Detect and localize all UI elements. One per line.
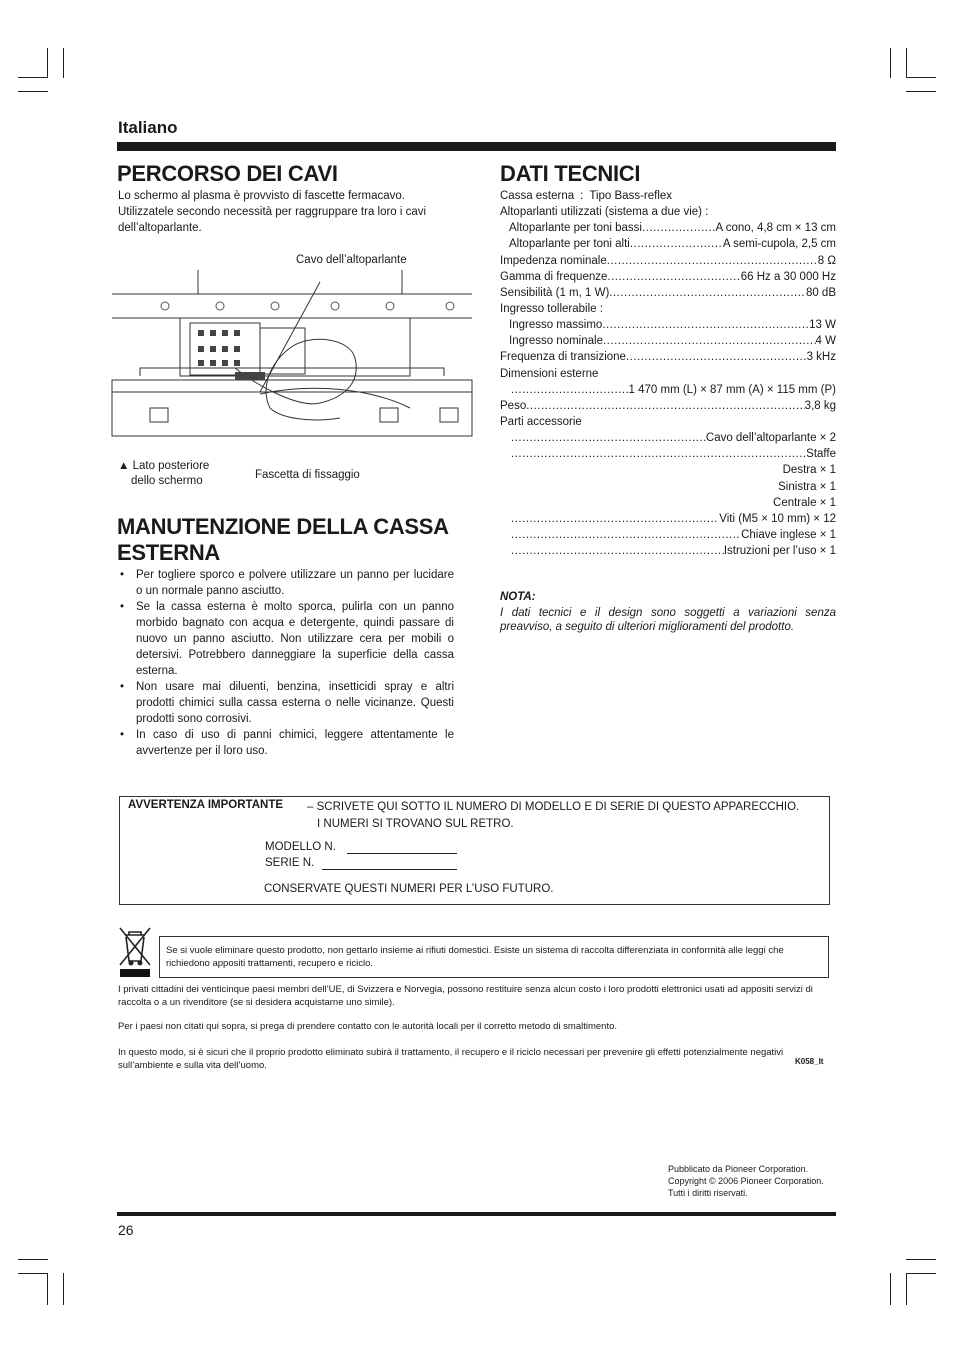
footer-rule (117, 1212, 836, 1216)
note-text: I dati tecnici e il design sono soggetti a variazioni senza preavviso, a seguito di ulteriori miglioramenti del prodotto. (500, 607, 836, 633)
cable-routing-title: PERCORSO DEI CAVI (117, 161, 338, 186)
header-rule (117, 142, 836, 151)
specs-title: DATI TECNICI (500, 161, 641, 186)
page-number: 26 (118, 1222, 134, 1238)
maintenance-list (118, 567, 454, 759)
warning-text: – SCRIVETE QUI SOTTO IL NUMERO DI MODELLO E DI SERIE DI QUESTO APPARECCHIO. I NUMERI SI TROVANO SUL RETRO. (307, 801, 800, 830)
rear-panel-illustration (110, 268, 474, 444)
serial-line (322, 869, 457, 870)
label-clamp: Fascetta di fissaggio (255, 469, 360, 481)
model-line (347, 853, 457, 854)
disposal-box-text: Se si vuole eliminare questo prodotto, non gettarlo insieme ai rifiuti domestici. Esiste un sistema di raccolta differenziata in conformità alle leggi che richiedono appositi trattamenti, recupero e riciclo. (166, 945, 784, 969)
warning-title: AVVERTENZA IMPORTANTE (128, 799, 284, 811)
publisher-info: Pubblicato da Pioneer Corporation. Copyright © 2006 Pioneer Corporation. Tutti i diritti riservati. (668, 1164, 824, 1198)
list-item: • Se la cassa esterna è molto sporca, pulirla con un panno morbido bagnato con acqua e detergente, quindi passare di nuovo un panno asciutto. Non utilizzare cera per mobili o detersivi. Potrebbero danneggiare la superficie della cassa esterna. (118, 599, 454, 679)
maintenance-title: MANUTENZIONE DELLA CASSA ESTERNA (117, 514, 449, 565)
label-rear-side: ▲ Lato posteriore dello schermo (118, 460, 210, 487)
serial-label: SERIE N. (265, 857, 315, 869)
cable-intro: Lo schermo al plasma è provvisto di fascette fermacavo. Utilizzatele secondo necessità per raggruppare tra loro i cavi dell’altoparlante. (118, 190, 427, 234)
disposal-p2: Per i paesi non citati qui sopra, si prega di prendere contatto con le autorità locali per il corretto metodo di smaltimento. (118, 1021, 618, 1032)
specs-list: Cassa esterna : Tipo Bass-reflex Altoparlanti utilizzati (sistema a due vie) : Altoparlante per toni bassi ..... A cono, 4,8 cm × 13 cm Altoparlante per toni alti ..... A semi-cupola, 2,5 cm Impedenza nominale ..... 8 Ω Gamma di frequenze ..... 66 Hz a 30 000 Hz Sensibilità (1 m, 1 W) ..... 80 dB Ingresso tollerabile : Ingresso massimo ..... 13 W Ingresso nominale ..... 4 W Frequenza di transizione ..... 3 kHz Dimensioni esterne ..... 1 470 mm (L) × 87 mm (A) × 115 mm (P) Peso ..... 3,8 kg Parti accessorie ..... Cavo dell’altoparlante × 2 ..... Staffe Destra × 1 Sinistra × 1 Centrale × 1 ..... Viti (M5 × 10 mm) × 12 ..... Chiave inglese × 1 ..... Istruzioni per l’uso × 1 (500, 188, 836, 559)
keep-note: CONSERVATE QUESTI NUMERI PER L’USO FUTURO. (264, 883, 554, 895)
disposal-code: K058_It (795, 1057, 824, 1066)
list-item: • In caso di uso di panni chimici, leggere attentamente le avvertenze per il loro uso. (118, 727, 454, 759)
label-speaker-cable: Cavo dell’altoparlante (296, 254, 407, 266)
note-title: NOTA: (500, 591, 536, 603)
crossed-bin-icon (117, 925, 153, 979)
disposal-p1: I privati cittadini dei venticinque paesi membri dell’UE, di Svizzera e Norvegia, possono restituire senza alcun costo i loro prodotti elettronici usati ad appositi servizi di raccolta o a un rivenditore (se si desidera acquistarne uno simile). (118, 984, 813, 1008)
model-label: MODELLO N. (265, 841, 336, 853)
disposal-p3: In questo modo, si è sicuri che il proprio prodotto eliminato subirà il trattamento, il recupero e il riciclo necessari per prevenire gli effetti potenzialmente negativi sull’ambiente e sulla vita dell’uomo. (118, 1047, 784, 1071)
language-heading: Italiano (118, 118, 178, 137)
list-item: • Non usare mai diluenti, benzina, insetticidi spray e altri prodotti chimici sulla cassa esterna o nelle vicinanze. Questi prodotti sono corrosivi. (118, 679, 454, 727)
list-item: • Per togliere sporco e polvere utilizzare un panno per lucidare o un normale panno asciutto. (118, 567, 454, 599)
